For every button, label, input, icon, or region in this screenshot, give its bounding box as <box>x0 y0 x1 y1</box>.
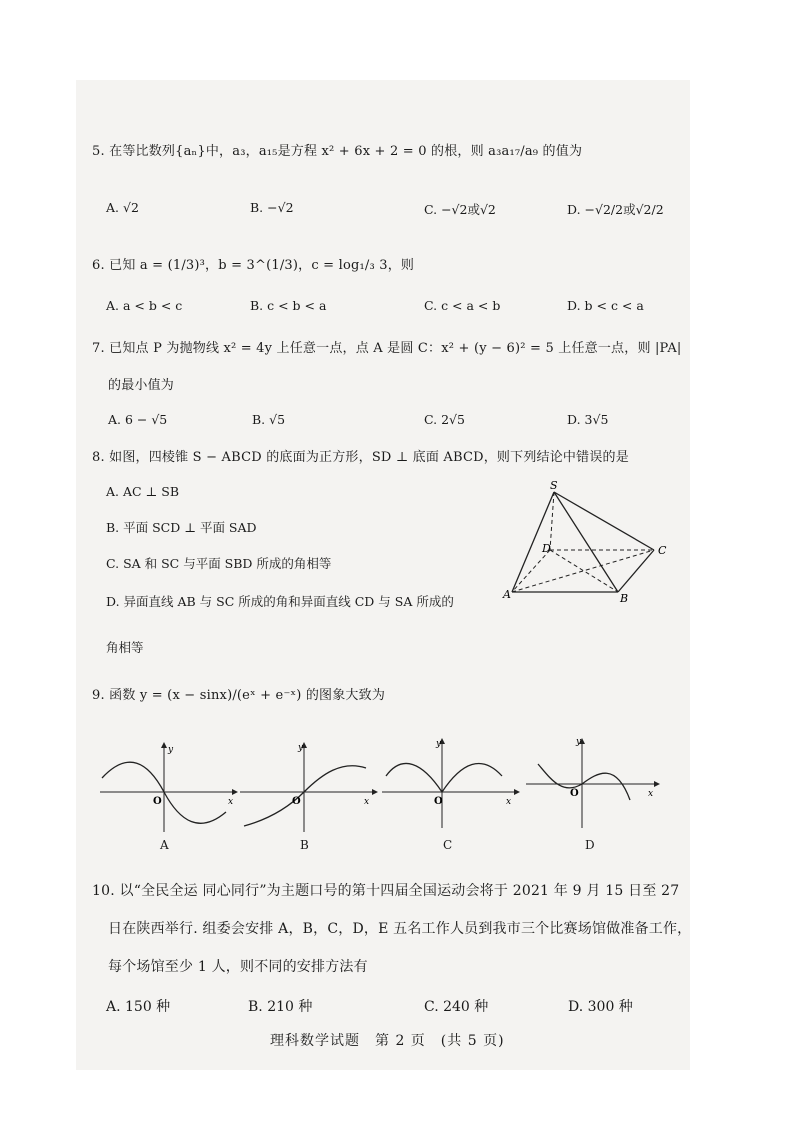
graph-c-label: C <box>443 838 453 852</box>
q5-stem: 5. 在等比数列{aₙ}中，a₃，a₁₅是方程 x² + 6x + 2 = 0 的根，则 a₃a₁₇/a₉ 的值为 <box>92 144 583 159</box>
q7-option-c: C. 2√5 <box>424 412 465 427</box>
graph-a-origin: O <box>153 796 162 807</box>
q9-stem: 9. 函数 y = (x − sinx)/(eˣ + e⁻ˣ) 的图象大致为 <box>92 688 386 703</box>
graph-d-y-label: y <box>576 737 582 747</box>
graph-a-label: A <box>160 838 169 852</box>
graph-d <box>524 736 664 830</box>
page-footer: 理科数学试题 第 2 页 (共 5 页) <box>270 1033 505 1049</box>
label-b: B <box>620 592 629 605</box>
graph-b <box>238 740 378 834</box>
q7-stem-line2: 的最小值为 <box>108 378 175 393</box>
q7-option-a: A. 6 − √5 <box>108 412 168 427</box>
label-d: D <box>542 542 551 555</box>
graph-c-y-label: y <box>436 739 442 749</box>
graph-d-x-label: x <box>648 789 654 799</box>
q10-line1: 10. 以“全民全运 同心同行”为主题口号的第十四届全国运动会将于 2021 年 9 月 15 日至 27 <box>92 883 680 899</box>
q6-option-b: B. c < b < a <box>250 298 327 313</box>
q7-option-b: B. √5 <box>252 412 286 427</box>
graph-d-origin: O <box>570 788 579 799</box>
q8-option-d: D. 异面直线 AB 与 SC 所成的角和异面直线 CD 与 SA 所成的 <box>106 594 454 609</box>
graph-d-label: D <box>585 838 595 852</box>
graph-b-origin: O <box>292 796 301 807</box>
pyramid-figure <box>500 478 680 610</box>
q10-option-b: B. 210 种 <box>248 999 313 1015</box>
graph-a <box>98 740 238 834</box>
graph-c-x-label: x <box>506 797 512 807</box>
label-c: C <box>658 544 667 557</box>
q10-option-a: A. 150 种 <box>106 999 171 1015</box>
q5-option-a: A. √2 <box>106 200 139 215</box>
graph-b-label: B <box>300 838 309 852</box>
graph-b-x-label: x <box>364 797 370 807</box>
q5-option-c: C. −√2或√2 <box>424 202 496 217</box>
graph-a-x-label: x <box>228 797 234 807</box>
q7-stem-line1: 7. 已知点 P 为抛物线 x² = 4y 上任意一点，点 A 是圆 C：x² + (y − 6)² = 5 上任意一点，则 |PA| <box>92 341 682 356</box>
q10-line3: 每个场馆至少 1 人，则不同的安排方法有 <box>108 959 368 975</box>
q6-stem: 6. 已知 a = (1/3)³，b = 3^(1/3)，c = log₁/₃ 3，则 <box>92 258 415 273</box>
q5-option-d: D. −√2/2或√2/2 <box>567 202 664 217</box>
q7-option-d: D. 3√5 <box>567 412 609 427</box>
graph-a-y-label: y <box>168 745 174 755</box>
q6-option-a: A. a < b < c <box>106 298 183 313</box>
q6-option-d: D. b < c < a <box>567 298 644 313</box>
q8-option-d-continuation: 角相等 <box>106 640 144 655</box>
q8-option-b: B. 平面 SCD ⊥ 平面 SAD <box>106 520 257 535</box>
q10-option-c: C. 240 种 <box>424 999 489 1015</box>
graph-b-y-label: y <box>298 743 304 753</box>
q6-option-c: C. c < a < b <box>424 298 501 313</box>
graph-c-origin: O <box>434 796 443 807</box>
q8-option-c: C. SA 和 SC 与平面 SBD 所成的角相等 <box>106 556 332 571</box>
label-s: S <box>550 479 558 492</box>
graph-c <box>380 736 520 830</box>
q10-line2: 日在陕西举行. 组委会安排 A，B，C，D，E 五名工作人员到我市三个比赛场馆做准备工作， <box>108 921 692 937</box>
q10-option-d: D. 300 种 <box>568 999 633 1015</box>
q5-option-b: B. −√2 <box>250 200 294 215</box>
label-a: A <box>503 588 511 601</box>
q8-option-a: A. AC ⊥ SB <box>106 484 180 499</box>
q8-stem: 8. 如图，四棱锥 S − ABCD 的底面为正方形，SD ⊥ 底面 ABCD，则下列结论中错误的是 <box>92 450 629 465</box>
